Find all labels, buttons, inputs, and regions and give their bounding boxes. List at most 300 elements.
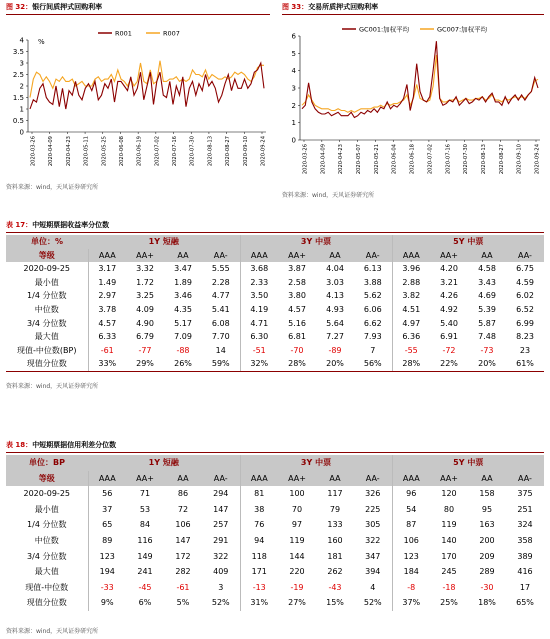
- table-row: [6, 303, 544, 317]
- y-tick-label: 3.5: [12, 48, 24, 56]
- table-cell: 52%: [363, 598, 382, 608]
- table-cell: 28%: [278, 357, 316, 371]
- table-cell: 181: [327, 551, 343, 561]
- table-row: [6, 517, 544, 533]
- table-cell: 416: [517, 567, 533, 577]
- table-cell: 6.81: [288, 332, 306, 342]
- legend-label: GC001:加权平均: [359, 25, 410, 34]
- table-cell: 4.77: [211, 291, 230, 301]
- x-tick-label: 2020-07-02: [154, 136, 161, 167]
- table-cell: 4.57: [88, 317, 126, 331]
- table-cell: -61: [88, 344, 126, 358]
- table-cell: 31%: [240, 595, 278, 611]
- table-cell: 200: [479, 535, 495, 545]
- x-tick-label: 2020-09-24: [260, 136, 267, 167]
- table-cell: 7.27: [326, 332, 344, 342]
- table-cell: -33: [88, 580, 126, 596]
- table-cell: -70: [290, 345, 304, 355]
- x-tick-label: 2020-08-27: [498, 144, 505, 175]
- y-tick-label: 2: [19, 82, 24, 91]
- table-cell: -8: [392, 580, 430, 596]
- table-cell: 65%: [516, 598, 534, 608]
- row-label: 现值-中位数(BP): [17, 345, 77, 355]
- table-cell: 5.64: [326, 318, 344, 328]
- table-cell: 4.58: [478, 264, 496, 274]
- table-cell: 61%: [506, 357, 544, 371]
- table18-grade-row: [6, 471, 544, 487]
- table-cell: 358: [517, 535, 533, 545]
- table-row: [6, 533, 544, 549]
- fig32-title: [6, 2, 102, 12]
- table-cell: 4.57: [288, 304, 306, 314]
- table-cell: 209: [479, 551, 495, 561]
- table17-title-text: 中短期票据收益率分位数: [32, 221, 110, 229]
- table-cell: 6.06: [363, 304, 382, 314]
- table18-label: 表 18：: [6, 441, 33, 449]
- table-cell: 3.80: [288, 291, 306, 301]
- fig33-rule: [282, 14, 544, 15]
- table-cell: 23: [519, 345, 531, 355]
- legend-label: R001: [115, 29, 132, 38]
- table-cell: 147: [213, 504, 229, 514]
- table-cell: -43: [328, 582, 342, 592]
- row-label: 2020-09-25: [23, 489, 70, 499]
- table18-grade-header: AA-: [506, 471, 544, 487]
- row-label: 最小值: [34, 277, 59, 287]
- table-cell: 87: [392, 517, 430, 533]
- row-label: 1/4 分位数: [27, 291, 67, 301]
- table-cell: -88: [176, 345, 190, 355]
- x-tick-label: 2020-08-13: [480, 144, 487, 175]
- table-cell: 5.87: [478, 318, 496, 328]
- table-cell: 140: [441, 535, 457, 545]
- table-cell: 225: [365, 504, 381, 514]
- table-cell: 22%: [430, 357, 468, 371]
- table17-grade-header: AA: [468, 249, 506, 263]
- y-tick-label: 1: [19, 105, 24, 114]
- table-cell: 7.70: [211, 332, 230, 342]
- table-cell: 3.47: [174, 264, 192, 274]
- fig33-title: [282, 2, 378, 12]
- table-cell: 2.58: [288, 277, 306, 287]
- table-cell: -19: [290, 582, 304, 592]
- table-cell: 289: [479, 567, 495, 577]
- table-cell: 5.17: [174, 318, 192, 328]
- table-cell: 170: [441, 551, 457, 561]
- table18-source: 资料来源：wind，天风证券研究所: [6, 628, 99, 635]
- table-cell: 5.16: [288, 318, 306, 328]
- table-row: [6, 564, 544, 580]
- table18-title-text: 中短期票据信用利差分位数: [32, 441, 117, 449]
- table-cell: 72: [177, 504, 189, 514]
- table-cell: 2.33: [240, 276, 278, 290]
- x-tick-label: 2020-07-02: [427, 144, 434, 175]
- table17-grade-row: [6, 249, 544, 263]
- table-row: [6, 580, 544, 596]
- table-cell: 322: [213, 551, 229, 561]
- table-cell: 120: [441, 489, 457, 499]
- table-cell: 4.19: [240, 303, 278, 317]
- row-label: 3/4 分位数: [27, 318, 67, 328]
- table-cell: 305: [365, 520, 381, 530]
- x-tick-label: 2020-04-09: [48, 136, 55, 167]
- table17-grade-header: AAA: [392, 249, 430, 263]
- x-tick-label: 2020-04-23: [65, 136, 72, 167]
- x-tick-label: 2020-05-11: [83, 136, 90, 167]
- fig33-chart: [282, 20, 544, 180]
- table-cell: 1.89: [174, 277, 192, 287]
- table-cell: 94: [240, 533, 278, 549]
- table-cell: 4.51: [392, 303, 430, 317]
- table18-grade-header: AA: [164, 471, 202, 487]
- table-cell: 375: [517, 489, 533, 499]
- table18-rule: [6, 452, 544, 453]
- table-cell: 158: [479, 489, 495, 499]
- table-cell: 116: [137, 535, 153, 545]
- table-cell: -77: [138, 345, 152, 355]
- legend-label: GC007:加权平均: [437, 25, 488, 34]
- table-cell: 322: [365, 535, 381, 545]
- x-tick-label: 2020-04-09: [320, 144, 327, 175]
- table-cell: 27%: [288, 598, 306, 608]
- table18-grade-header: AA: [468, 471, 506, 487]
- table-cell: 394: [365, 567, 381, 577]
- table-row: [6, 595, 544, 611]
- table-cell: 172: [175, 551, 191, 561]
- table17-group: 1Y 短融: [88, 235, 240, 249]
- table-cell: 106: [175, 520, 191, 530]
- table-row: [6, 276, 544, 290]
- row-label: 最小值: [34, 504, 59, 514]
- table-cell: 71: [139, 489, 151, 499]
- table-cell: 3.96: [392, 262, 430, 276]
- table18-group-row: [6, 455, 544, 471]
- table-cell: 3.17: [88, 262, 126, 276]
- table-cell: 106: [392, 533, 430, 549]
- table-row: [6, 330, 544, 344]
- x-tick-label: 2020-03-26: [302, 144, 309, 175]
- table-cell: 4.20: [440, 264, 458, 274]
- table-cell: 1.49: [88, 276, 126, 290]
- table17-source: 资料来源：wind，天风证券研究所: [6, 383, 99, 390]
- table-cell: 100: [289, 489, 305, 499]
- table18-grade-header: AAA: [392, 471, 430, 487]
- table-cell: 6.79: [136, 332, 154, 342]
- table-cell: 163: [479, 520, 495, 530]
- table18-title: [6, 440, 116, 450]
- y-tick-label: 5: [291, 49, 296, 58]
- y-tick-label: 4: [19, 36, 24, 45]
- table18-grade-header: AA+: [430, 471, 468, 487]
- table-cell: -61: [176, 582, 190, 592]
- table-cell: 54: [392, 502, 430, 518]
- x-tick-label: 2020-05-07: [356, 144, 363, 175]
- table-cell: 257: [213, 520, 229, 530]
- x-tick-label: 2020-06-18: [409, 144, 416, 175]
- table-cell: 86: [177, 489, 189, 499]
- table-cell: 7.48: [478, 332, 496, 342]
- table18-grade-header: AAA: [88, 471, 126, 487]
- fig32-rule: [6, 14, 270, 15]
- table-cell: 3.68: [240, 262, 278, 276]
- x-tick-label: 2020-05-25: [101, 136, 108, 167]
- table-cell: 7.93: [363, 332, 382, 342]
- table-cell: 5.62: [363, 291, 382, 301]
- table17-grade-header: AA: [316, 249, 354, 263]
- x-tick-label: 2020-07-30: [189, 136, 196, 167]
- y-tick-label: 0.5: [12, 117, 24, 125]
- fig32-chart: [6, 20, 270, 180]
- table-cell: 5.41: [211, 304, 230, 314]
- fig32-source: 资料来源：wind，天风证券研究所: [6, 184, 99, 191]
- table-cell: 4.59: [516, 277, 534, 287]
- table-cell: 5.40: [440, 318, 458, 328]
- table-cell: 3.50: [240, 289, 278, 303]
- table-cell: 95: [481, 504, 493, 514]
- table-cell: 4.97: [392, 317, 430, 331]
- table-cell: 4.90: [136, 318, 154, 328]
- x-tick-label: 2020-07-16: [445, 144, 452, 175]
- table-cell: 3.82: [392, 289, 430, 303]
- table-cell: -55: [392, 344, 430, 358]
- x-tick-label: 2020-07-16: [172, 136, 179, 167]
- row-label: 现值-中位数: [25, 582, 69, 592]
- table-cell: 84: [139, 520, 151, 530]
- table-cell: 144: [289, 551, 305, 561]
- table-cell: 79: [329, 504, 341, 514]
- table-cell: 56%: [354, 357, 392, 371]
- table-cell: 4.69: [478, 291, 496, 301]
- y-tick-label: 3: [291, 84, 296, 93]
- table-cell: 245: [441, 567, 457, 577]
- series-line: [302, 41, 538, 117]
- table-cell: 149: [137, 551, 153, 561]
- row-label: 最大值: [34, 567, 59, 577]
- table17-grade-header: AA+: [126, 249, 164, 263]
- table18-grade-header: AA-: [202, 471, 240, 487]
- table-cell: 294: [213, 489, 229, 499]
- table-cell: 7: [370, 345, 376, 355]
- table-cell: 6.02: [516, 291, 534, 301]
- table-cell: 6.36: [392, 330, 430, 344]
- fig32-title-text: 银行间质押式回购利率: [32, 3, 103, 11]
- table-cell: 160: [327, 535, 343, 545]
- table-cell: 3.21: [440, 277, 458, 287]
- x-tick-label: 2020-06-08: [118, 136, 125, 167]
- table-cell: 70: [291, 504, 303, 514]
- table-cell: 15%: [326, 598, 344, 608]
- table-row: [6, 486, 544, 502]
- table-cell: 6.08: [211, 318, 230, 328]
- table-cell: 3.32: [136, 264, 154, 274]
- table-cell: 29%: [126, 357, 164, 371]
- table-cell: 26%: [164, 357, 202, 371]
- table-cell: 3: [218, 582, 224, 592]
- row-label: 1/4 分位数: [27, 520, 67, 530]
- x-tick-label: 2020-09-24: [534, 144, 541, 175]
- table-cell: 28%: [392, 357, 430, 371]
- table-cell: 6.62: [363, 318, 382, 328]
- x-tick-label: 2020-04-23: [338, 144, 345, 175]
- table-cell: 20%: [316, 357, 354, 371]
- table-cell: 119: [441, 520, 457, 530]
- table-cell: 389: [517, 551, 533, 561]
- table-cell: 4.92: [440, 304, 458, 314]
- table-cell: 37: [88, 502, 126, 518]
- table17-grade-header: AA-: [354, 249, 392, 263]
- table-cell: 4: [370, 582, 376, 592]
- table-cell: 33%: [88, 357, 126, 371]
- legend-label: R007: [163, 29, 180, 38]
- table-cell: 3.88: [363, 277, 382, 287]
- table-cell: 4.93: [326, 304, 344, 314]
- table-cell: -72: [442, 345, 456, 355]
- table-cell: -18: [442, 582, 456, 592]
- table-cell: 6.91: [440, 332, 458, 342]
- table17: [6, 235, 544, 372]
- table-cell: 220: [289, 567, 305, 577]
- table-cell: -51: [240, 344, 278, 358]
- table-cell: 7.09: [174, 332, 192, 342]
- table18-grade-label: 等级: [6, 471, 88, 487]
- table-cell: 53: [139, 504, 151, 514]
- table-row: [6, 289, 544, 303]
- row-label: 现值分位数: [6, 357, 88, 371]
- row-label: 3/4 分位数: [27, 551, 67, 561]
- table-cell: 326: [365, 489, 381, 499]
- table-cell: 241: [137, 567, 153, 577]
- table-cell: -30: [480, 582, 494, 592]
- table-cell: 6%: [138, 598, 152, 608]
- table-cell: 409: [213, 567, 229, 577]
- table-cell: 123: [88, 549, 126, 565]
- y-tick-label: 4: [291, 67, 296, 76]
- table18-grade-header: AA: [316, 471, 354, 487]
- table-cell: 171: [240, 564, 278, 580]
- table17-group-row: [6, 235, 544, 249]
- table-cell: 282: [175, 567, 191, 577]
- table18: [6, 455, 544, 611]
- table-cell: 118: [240, 549, 278, 565]
- table18-grade-header: AAA: [240, 471, 278, 487]
- table-cell: 262: [327, 567, 343, 577]
- table-cell: 123: [392, 549, 430, 565]
- table-cell: 133: [327, 520, 343, 530]
- table-cell: 6.30: [240, 330, 278, 344]
- table-cell: -45: [138, 582, 152, 592]
- x-tick-label: 2020-09-10: [242, 135, 249, 167]
- x-tick-label: 2020-05-21: [373, 144, 380, 175]
- table-cell: 76: [240, 517, 278, 533]
- row-label: 现值分位数: [26, 598, 67, 608]
- fig33-label: 图 33：: [282, 3, 309, 11]
- y-tick-label: 6: [291, 32, 296, 41]
- table-cell: -73: [480, 345, 494, 355]
- table-cell: 2.88: [392, 276, 430, 290]
- table-cell: 3.87: [288, 264, 306, 274]
- table-cell: 56: [88, 486, 126, 502]
- x-tick-label: 2020-08-27: [225, 136, 232, 167]
- y-tick-label: 1.5: [12, 94, 24, 102]
- table-cell: 3.78: [88, 303, 126, 317]
- table17-title: [6, 220, 109, 230]
- table-row: [6, 357, 544, 371]
- row-label: 2020-09-25: [23, 264, 70, 274]
- x-tick-label: 2020-06-04: [391, 144, 398, 175]
- table-cell: 81: [240, 486, 278, 502]
- table17-grade-header: AA+: [430, 249, 468, 263]
- table-cell: 4.04: [326, 264, 344, 274]
- table-cell: 1.72: [136, 277, 154, 287]
- table-cell: 6.75: [516, 264, 534, 274]
- table-cell: 6.33: [88, 330, 126, 344]
- table-cell: 32%: [240, 357, 278, 371]
- y-axis-label: %: [38, 38, 45, 46]
- table-cell: 117: [327, 489, 343, 499]
- table-cell: 3.25: [136, 291, 154, 301]
- table-row: [6, 344, 544, 358]
- table-cell: 96: [392, 486, 430, 502]
- table-cell: 4.26: [440, 291, 458, 301]
- table-cell: 20%: [468, 357, 506, 371]
- table17-grade-header: AAA: [240, 249, 278, 263]
- x-tick-label: 2020-09-10: [516, 144, 523, 175]
- table-cell: 52%: [211, 598, 230, 608]
- table-cell: 4.13: [326, 291, 344, 301]
- table-cell: 4.09: [136, 304, 154, 314]
- table-cell: -89: [328, 345, 342, 355]
- table-cell: 6.99: [516, 318, 534, 328]
- table17-grade-header: AA: [164, 249, 202, 263]
- table-cell: 6.52: [516, 304, 534, 314]
- table17-group: 5Y 中票: [392, 235, 544, 249]
- table17-label: 表 17：: [6, 221, 33, 229]
- y-tick-label: 2.5: [12, 71, 24, 79]
- y-tick-label: 2: [291, 101, 296, 110]
- fig32-label: 图 32：: [6, 3, 33, 11]
- table18-grade-header: AA+: [126, 471, 164, 487]
- table18-group: 5Y 中票: [392, 455, 544, 471]
- table-cell: 4.35: [174, 304, 192, 314]
- table-cell: 347: [365, 551, 381, 561]
- table-cell: 291: [213, 535, 229, 545]
- table17-group: 3Y 中票: [240, 235, 392, 249]
- table-row: [6, 502, 544, 518]
- table18-grade-header: AA-: [354, 471, 392, 487]
- table-cell: 3.03: [326, 277, 344, 287]
- table17-grade-header: AA+: [278, 249, 316, 263]
- table18-grade-header: AA+: [278, 471, 316, 487]
- table-cell: 6.13: [363, 264, 382, 274]
- table-cell: 3.43: [478, 277, 496, 287]
- y-tick-label: 0: [291, 136, 296, 145]
- table-cell: 65: [88, 517, 126, 533]
- row-label: 中位数: [34, 535, 59, 545]
- table-cell: 8.23: [516, 332, 534, 342]
- table-cell: 17: [519, 582, 531, 592]
- y-tick-label: 1: [291, 119, 296, 128]
- table-cell: 9%: [88, 595, 126, 611]
- table17-unit: 单位：%: [6, 235, 88, 249]
- x-tick-label: 2020-06-19: [136, 136, 143, 167]
- table-cell: 3.46: [174, 291, 192, 301]
- table18-unit: 单位：BP: [6, 455, 88, 471]
- fig33-title-text: 交易所质押式回购利率: [308, 3, 379, 11]
- table-cell: 89: [88, 533, 126, 549]
- table-row: [6, 549, 544, 565]
- table-cell: 18%: [478, 598, 496, 608]
- table17-grade-label: 等级: [6, 249, 88, 263]
